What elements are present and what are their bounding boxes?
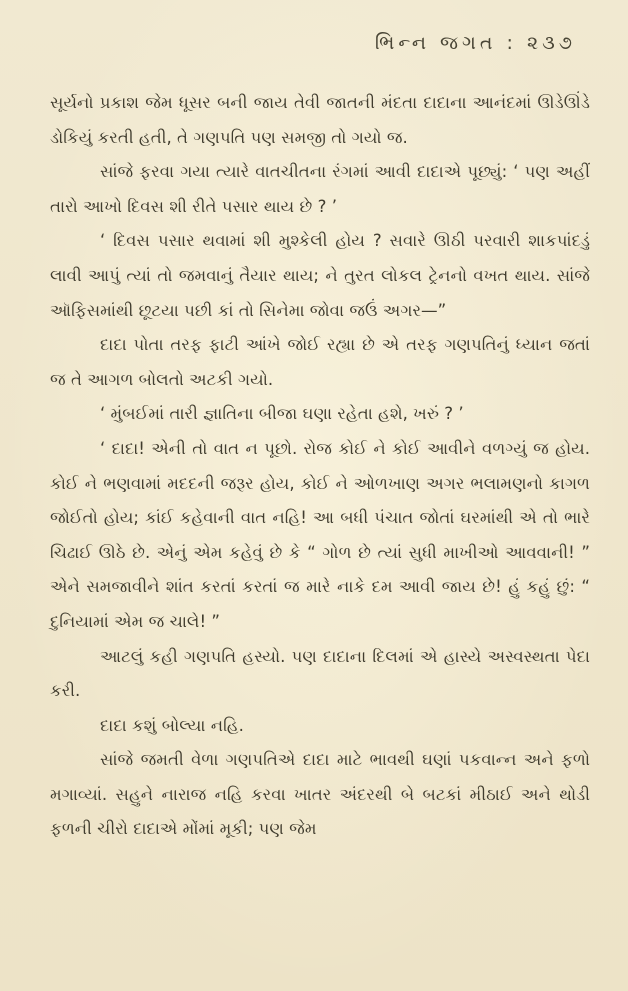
- paragraph-9: સાંજે જમતી વેળા ગણપતિએ દાદા માટે ભાવથી ઘણાં પકવાન્ન અને ફળો મગાવ્યાં. સહુને નારાજ નહિ કરવા ખાતર અંદરથી બે બટકાં મીઠાઈ અને થોડી ફળની ચીરો દાદાએ મોંમાં મૂકી; પણ જેમ: [50, 750, 590, 839]
- paragraph-3: ‘ દિવસ પસાર થવામાં શી મુશ્કેલી હોય ? સવારે ઊઠી પરવારી શાકપાંદડું લાવી આપું ત્યાં તો જમવાનું તૈયાર થાય; ને તુરત લોકલ ટ્રેનનો વખત થાય. સાંજે ઑફિસમાંથી છૂટયા પછી કાં તો સિનેમા જોવા જઉં અગર—”: [50, 231, 590, 320]
- paragraph-2: સાંજે ફરવા ગયા ત્યારે વાતચીતના રંગમાં આવી દાદાએ પૂછ્યું: ‘ પણ અહીં તારો આખો દિવસ શી રીતે પસાર થાય છે ? ’: [50, 162, 590, 216]
- paragraph-8: દાદા કશું બોલ્યા નહિ.: [100, 715, 244, 735]
- paragraph-6: ‘ દાદા! એની તો વાત ન પૂછો. રોજ કોઈ ને કોઈ આવીને વળગ્યું જ હોય. કોઈ ને ભણવામાં મદદની જરૂર હોય, કોઈ ને ઓળખાણ અગર ભલામણનો કાગળ જોઈતો હોય; કાંઈ કહેવાની વાત નહિ! આ બધી પંચાત જોતાં ઘરમાંથી એ તો ભારે ચિઢાઈ ઊઠે છે. એનું એમ કહેવું છે કે “ ગોળ છે ત્યાં સુધી માખીઓ આવવાની! ” એને સમજાવીને શાંત કરતાં કરતાં જ મારે નાકે દમ આવી જાય છે! હું કહું છું: “ દુનિયામાં એમ જ ચાલે! ”: [50, 438, 590, 631]
- paragraph-7: આટલું કહી ગણપતિ હસ્યો. પણ દાદાના દિલમાં એ હાસ્યે અસ્વસ્થતા પેદા કરી.: [50, 646, 590, 701]
- running-header: ભિન્ન જગત : ૨૩૭: [374, 32, 576, 54]
- body-text: [50, 86, 590, 847]
- paragraph-4: દાદા પોતા તરફ ફાટી આંખે જોઈ રહ્યા છે એ તરફ ગણપતિનું ધ્યાન જતાં જ તે આગળ બોલતો અટકી ગયો.: [50, 335, 590, 389]
- paragraph-1: સૂર્યનો પ્રકાશ જેમ ધૂસર બની જાય તેવી જાતની મંદતા દાદાના આનંદમાં ઊડેઊંડે ડોકિયું કરતી હતી, તે ગણપતિ પણ સમજી તો ગયો જ.: [50, 93, 590, 147]
- paragraph-5: ‘ મુંબઈમાં તારી જ્ઞાતિના બીજા ઘણા રહેતા હશે, ખરું ? ’: [100, 404, 464, 424]
